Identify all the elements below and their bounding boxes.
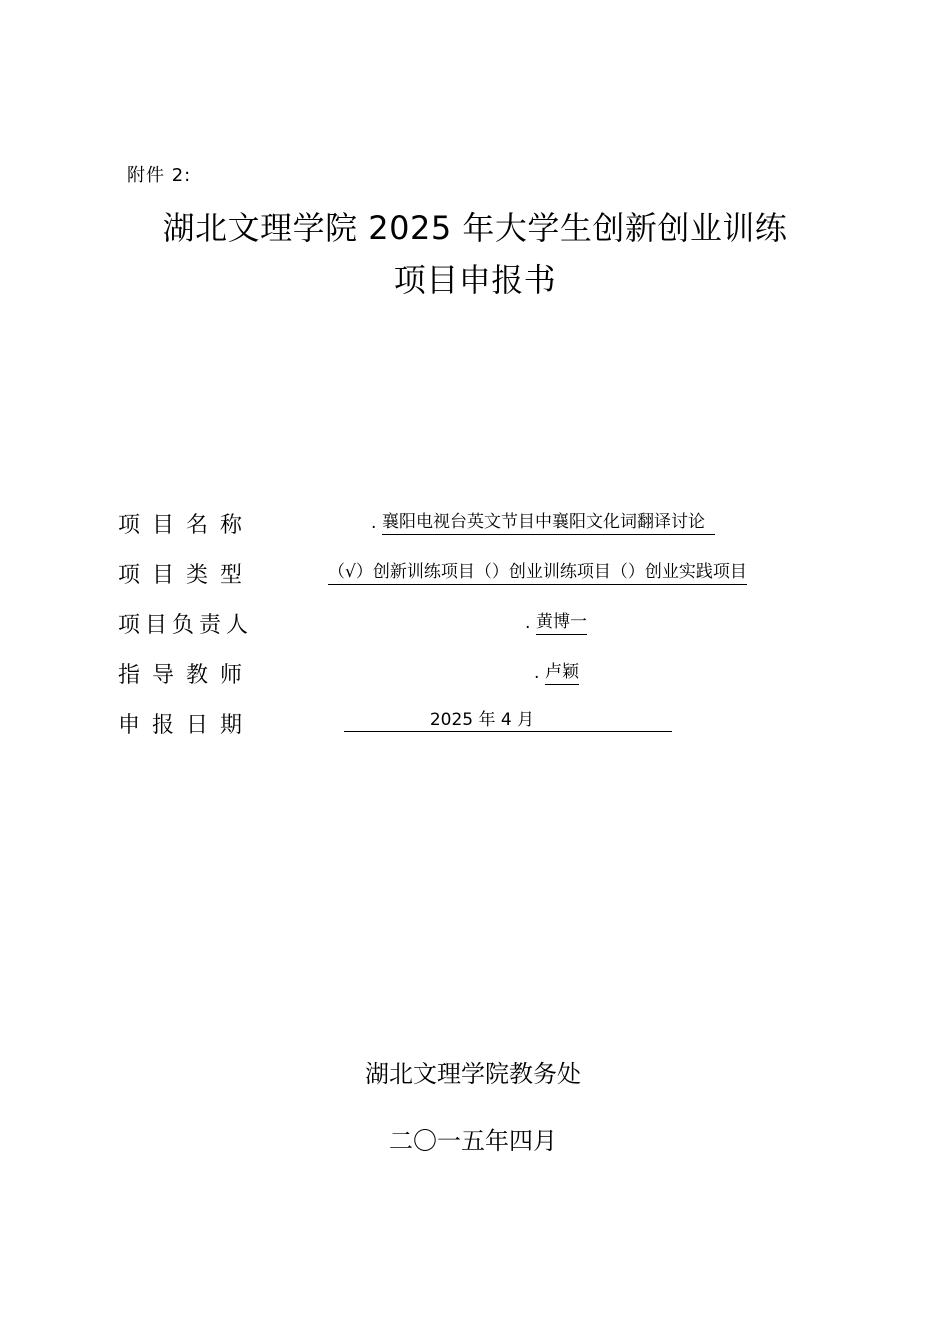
project-name-dot: . [371,513,377,533]
advisor-label: 指导教师 [118,663,255,688]
apply-date-underline [344,709,672,732]
project-leader-label: 项目负责人 [118,613,254,638]
project-name-label: 项目名称 [118,513,255,538]
apply-date-value: 2025 年 4 月 [429,710,535,730]
project-leader-value: 黄博一 [536,611,587,635]
attachment-label: 附件 2: [127,165,192,186]
project-name-value: 襄阳电视台英文节目中襄阳文化词翻译讨论 [382,511,715,535]
document-title-line-2: 项目申报书 [393,261,557,299]
advisor-value: 卢颖 [545,661,579,685]
issuing-organization: 湖北文理学院教务处 [365,1060,581,1088]
apply-date-label: 申报日期 [118,713,255,738]
project-leader-dot: . [525,613,531,633]
project-type-label: 项目类型 [118,563,255,588]
advisor-dot: . [534,663,540,683]
document-title-line-1: 湖北文理学院 2025 年大学生创新创业训练 [162,209,788,247]
issue-date: 二〇一五年四月 [389,1127,557,1155]
project-type-value: （√）创新训练项目（）创业训练项目（）创业实践项目 [328,561,747,585]
